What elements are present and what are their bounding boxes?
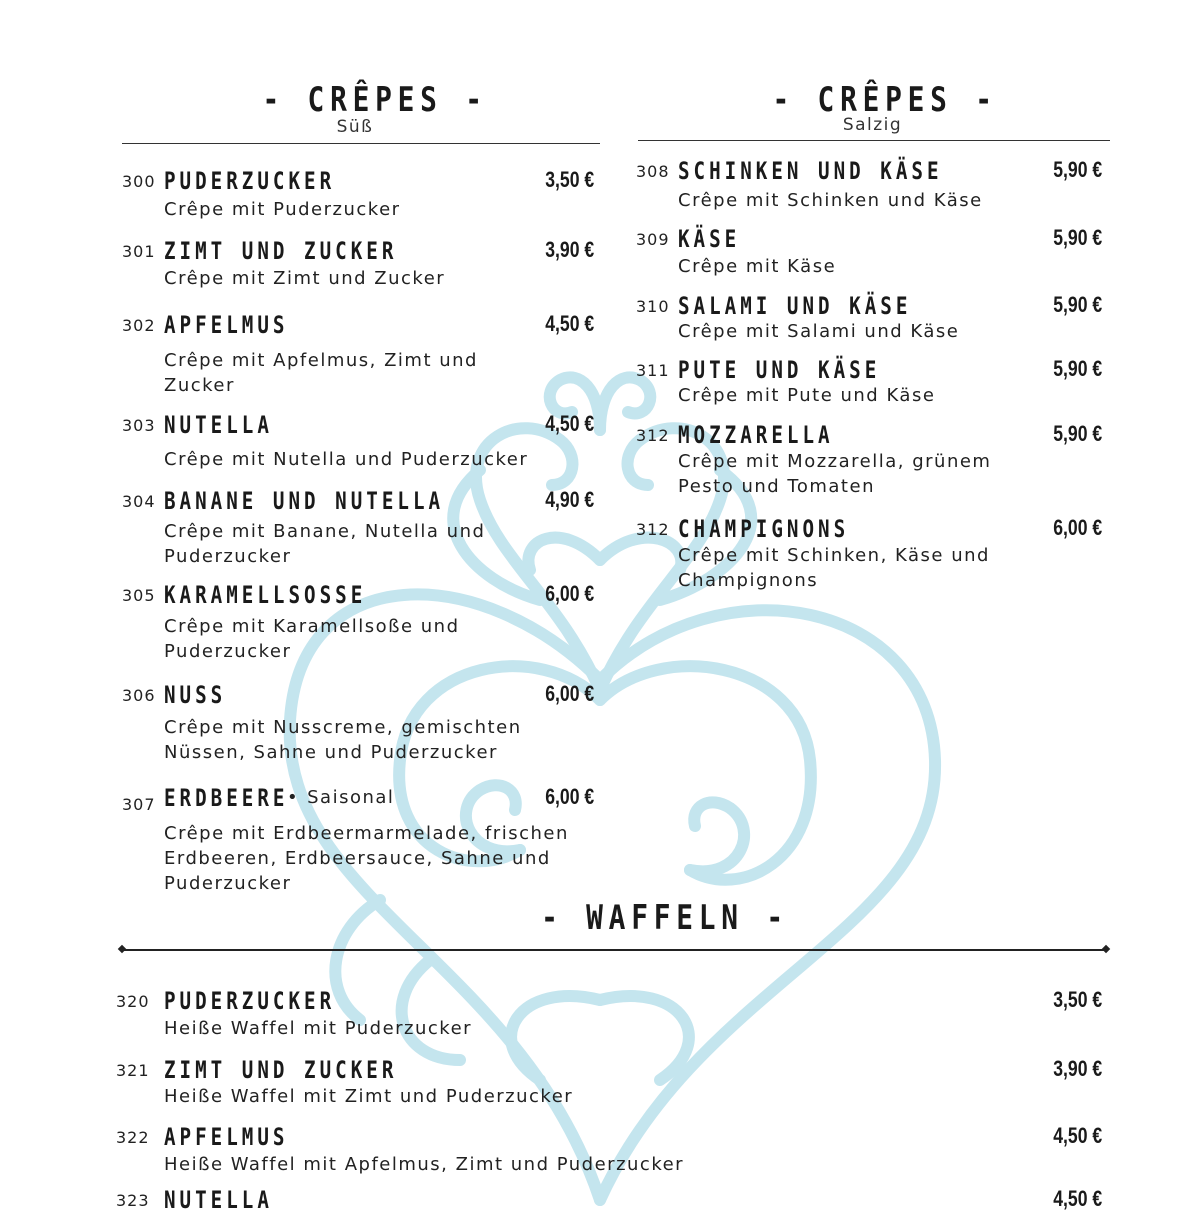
item-price: 4,50 €	[1053, 1123, 1102, 1148]
item-name: APFELMUS	[164, 1123, 289, 1151]
item-description: Crêpe mit Nusscreme, gemischten Nüssen, Sahne und Puderzucker	[164, 717, 522, 763]
menu-item	[636, 157, 1102, 217]
item-price: 5,90 €	[1053, 157, 1102, 182]
menu-item	[122, 167, 594, 227]
item-description: Crêpe mit Apfelmus, Zimt und Zucker	[164, 350, 478, 396]
menu-item	[122, 411, 594, 476]
item-price: 6,00 €	[545, 581, 594, 606]
item-name: SCHINKEN UND KÄSE	[678, 157, 943, 185]
item-name: PUTE UND KÄSE	[678, 356, 881, 384]
menu-item	[636, 225, 1102, 285]
item-price: 5,90 €	[1053, 421, 1102, 446]
item-number: 307	[122, 795, 156, 814]
item-description: Crêpe mit Schinken und Käse	[678, 190, 983, 211]
item-description: Crêpe mit Salami und Käse	[678, 321, 960, 342]
menu-item	[636, 515, 1102, 600]
item-name: APFELMUS	[164, 311, 289, 339]
item-name: BANANE UND NUTELLA	[164, 487, 445, 515]
section-divider	[122, 143, 600, 144]
menu-item	[636, 421, 1102, 506]
item-price: 4,50 €	[1053, 1186, 1102, 1211]
item-name: SALAMI UND KÄSE	[678, 292, 912, 320]
item-description: Heiße Waffel mit Puderzucker	[164, 1018, 473, 1039]
menu-item	[122, 581, 594, 666]
item-number: 312	[636, 520, 670, 539]
item-price: 3,50 €	[545, 167, 594, 192]
item-number: 300	[122, 172, 156, 191]
item-price: 4,50 €	[545, 411, 594, 436]
item-price: 6,00 €	[1053, 515, 1102, 540]
item-number: 309	[636, 230, 670, 249]
menu-item	[636, 292, 1102, 352]
item-number: 312	[636, 426, 670, 445]
menu-item	[636, 356, 1102, 416]
item-number: 311	[636, 361, 670, 380]
item-price: 3,90 €	[545, 237, 594, 262]
item-number: 310	[636, 297, 670, 316]
item-number: 321	[116, 1061, 150, 1080]
item-name: PUDERZUCKER	[164, 167, 336, 195]
item-number: 322	[116, 1128, 150, 1147]
menu-item	[116, 987, 1102, 1047]
item-name: NUTELLA	[164, 1186, 273, 1214]
item-name: KÄSE	[678, 225, 741, 253]
section-title-waffeln: - WAFFELN -	[541, 898, 789, 938]
item-number: 320	[116, 992, 150, 1011]
item-price: 3,90 €	[1053, 1056, 1102, 1081]
section-title-crepes-savory: - CRÊPES -	[772, 80, 998, 120]
menu-item	[116, 1186, 1102, 1214]
section-subtitle-sweet: Süß	[336, 117, 374, 137]
section-title-crepes-sweet: - CRÊPES -	[262, 80, 488, 120]
item-number: 302	[122, 316, 156, 335]
menu-item	[116, 1123, 1102, 1183]
menu-item	[116, 1056, 1102, 1116]
seasonal-tag: • Saisonal	[287, 787, 394, 808]
item-price: 6,00 €	[545, 784, 594, 809]
item-description: Crêpe mit Puderzucker	[164, 199, 401, 220]
item-number: 304	[122, 492, 156, 511]
item-number: 303	[122, 416, 156, 435]
section-divider	[122, 949, 1106, 951]
item-name: PUDERZUCKER	[164, 987, 336, 1015]
item-name: ERDBEERE	[164, 784, 289, 812]
menu-item	[122, 784, 594, 900]
item-name: ZIMT UND ZUCKER	[164, 1056, 398, 1084]
item-price: 5,90 €	[1053, 356, 1102, 381]
item-description: Crêpe mit Zimt und Zucker	[164, 268, 446, 289]
menu-item	[122, 311, 594, 401]
item-price: 5,90 €	[1053, 225, 1102, 250]
item-name: MOZZARELLA	[678, 421, 834, 449]
item-description: Crêpe mit Nutella und Puderzucker	[164, 449, 529, 470]
item-name: NUTELLA	[164, 411, 273, 439]
menu-item	[122, 237, 594, 297]
item-name: ZIMT UND ZUCKER	[164, 237, 398, 265]
item-price: 5,90 €	[1053, 292, 1102, 317]
item-name: KARAMELLSOSSE	[164, 581, 367, 609]
item-name: CHAMPIGNONS	[678, 515, 850, 543]
item-number: 301	[122, 242, 156, 261]
item-description: Crêpe mit Banane, Nutella und Puderzucker	[164, 521, 486, 567]
item-number: 306	[122, 686, 156, 705]
item-description: Crêpe mit Schinken, Käse und Champignons	[678, 545, 990, 591]
section-divider	[638, 140, 1110, 141]
item-name: NUSS	[164, 681, 227, 709]
item-price: 4,90 €	[545, 487, 594, 512]
item-price: 6,00 €	[545, 681, 594, 706]
item-description: Crêpe mit Käse	[678, 256, 837, 277]
item-description: Crêpe mit Karamellsoße und Puderzucker	[164, 616, 460, 662]
menu-item	[122, 681, 594, 771]
item-description: Crêpe mit Mozzarella, grünem Pesto und Tomaten	[678, 451, 992, 497]
item-description: Heiße Waffel mit Apfelmus, Zimt und Puderzucker	[164, 1154, 685, 1175]
item-number: 305	[122, 586, 156, 605]
item-number: 323	[116, 1191, 150, 1210]
item-description: Heiße Waffel mit Zimt und Puderzucker	[164, 1086, 574, 1107]
item-number: 308	[636, 162, 670, 181]
menu-item	[122, 487, 594, 572]
item-description: Crêpe mit Pute und Käse	[678, 385, 936, 406]
section-subtitle-savory: Salzig	[842, 115, 903, 135]
item-price: 4,50 €	[545, 311, 594, 336]
item-price: 3,50 €	[1053, 987, 1102, 1012]
item-description: Crêpe mit Erdbeermarmelade, frischen Erdbeeren, Erdbeersauce, Sahne und Puderzucker	[164, 823, 569, 894]
